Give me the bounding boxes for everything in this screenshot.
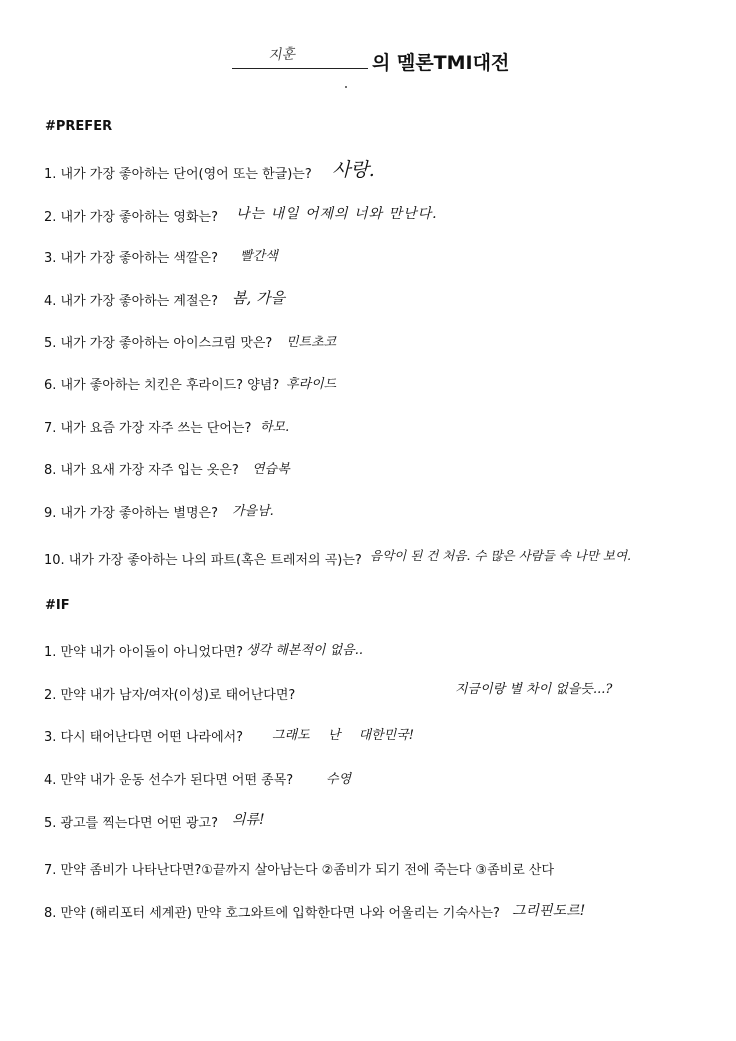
prefer-answer-9: 가을남. — [232, 504, 274, 519]
if-heading: #IF — [45, 598, 70, 613]
prefer-question-8: 8. 내가 요새 가장 자주 입는 옷은? — [44, 463, 239, 478]
prefer-question-10: 10. 내가 가장 좋아하는 나의 파트(혹은 트레저의 곡)는? — [44, 553, 362, 568]
prefer-question-6: 6. 내가 좋아하는 치킨은 후라이드? 양념? — [44, 378, 280, 393]
prefer-question-3: 3. 내가 가장 좋아하는 색깔은? — [44, 251, 218, 266]
if-answer-3: 그래도 난 대한민국! — [272, 728, 414, 743]
prefer-answer-5: 민트초코 — [286, 335, 337, 350]
prefer-question-1: 1. 내가 가장 좋아하는 단어(영어 또는 한글)는? — [44, 167, 312, 182]
prefer-question-2: 2. 내가 가장 좋아하는 영화는? — [44, 210, 218, 225]
if-answer-8: 그리핀도르! — [512, 903, 586, 919]
stray-dot — [345, 86, 347, 88]
if-question-1: 1. 만약 내가 아이돌이 아니었다면? — [44, 645, 244, 660]
prefer-heading: #PREFER — [45, 119, 113, 134]
if-answer-1: 생각 해본적이 없음.. — [246, 643, 363, 658]
prefer-answer-3: 빨간색 — [240, 249, 278, 264]
prefer-answer-4: 봄, 가을 — [232, 289, 286, 307]
prefer-question-7: 7. 내가 요즘 가장 자주 쓰는 단어는? — [44, 421, 252, 436]
name-underline — [232, 68, 368, 69]
if-question-4: 4. 만약 내가 운동 선수가 된다면 어떤 종목? — [44, 773, 294, 788]
prefer-answer-6: 후라이드 — [286, 377, 337, 392]
prefer-question-9: 9. 내가 가장 좋아하는 별명은? — [44, 506, 218, 521]
prefer-answer-8: 연습복 — [252, 462, 290, 477]
prefer-answer-10: 음악이 된 건 처음. 수 많은 사람들 속 나만 보여. — [370, 548, 632, 563]
if-answer-4: 수영 — [326, 772, 352, 787]
if-question-7: 7. 만약 좀비가 나타난다면?①끝까지 살아남는다 ②좀비가 되기 전에 죽는다 ③좀비로 산다 — [44, 863, 555, 878]
prefer-answer-7: 하모. — [260, 420, 290, 435]
if-question-3: 3. 다시 태어난다면 어떤 나라에서? — [44, 730, 244, 745]
prefer-question-4: 4. 내가 가장 좋아하는 계절은? — [44, 294, 218, 309]
if-answer-5: 의류! — [232, 812, 265, 828]
handwritten-name: 지훈 — [267, 46, 296, 64]
if-question-5: 5. 광고를 찍는다면 어떤 광고? — [44, 816, 218, 831]
prefer-answer-2: 나는 내일 어제의 너와 만난다. — [236, 206, 438, 222]
prefer-question-5: 5. 내가 가장 좋아하는 아이스크림 맛은? — [44, 336, 273, 351]
if-answer-2: 지금이랑 별 차이 없을듯...? — [455, 682, 613, 697]
if-question-8: 8. 만약 (해리포터 세계관) 만약 호그와트에 입학한다면 나와 어울리는 기숙사는? — [44, 906, 500, 921]
if-question-2: 2. 만약 내가 남자/여자(이성)로 태어난다면? — [44, 688, 296, 703]
title-block — [0, 38, 736, 78]
page-title: 의 멜론TMI대전 — [372, 52, 510, 74]
prefer-answer-1: 사랑. — [332, 159, 375, 181]
